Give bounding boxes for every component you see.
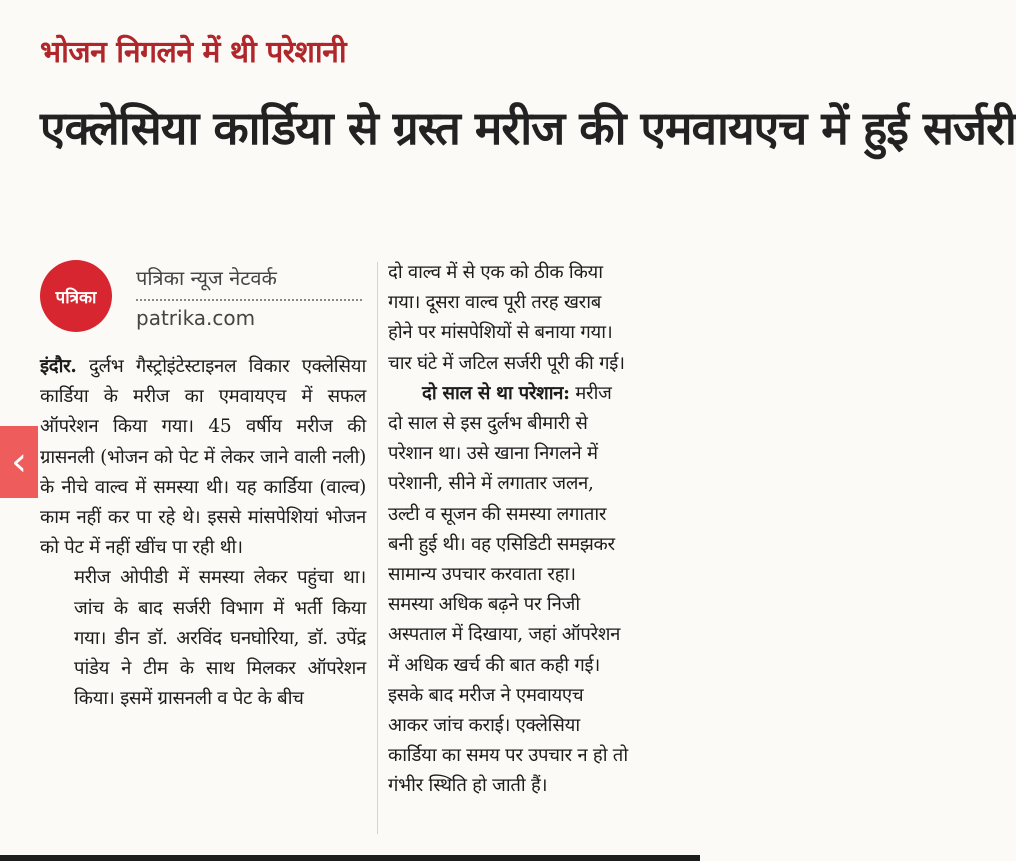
logo-text: पत्रिका: [55, 287, 97, 308]
paragraph-2: मरीज ओपीडी में समस्या लेकर पहुंचा था। जांच के बाद सर्जरी विभाग में भर्ती किया गया। डीन डॉ. अरविंद घनघोरिया, डॉ. उपेंद्र पांडेय ने टीम के साथ मिलकर ऑपरेशन किया। इसमें ग्रासनली व पेट के बीच: [74, 567, 366, 710]
text-line: चार घंटे में जटिल सर्जरी पूरी की गई।: [388, 352, 625, 374]
article-kicker: भोजन निगलने में थी परेशानी: [40, 35, 347, 70]
column-divider: [377, 262, 378, 834]
text-line: बनी हुई थी। वह एसिडिटी समझकर: [388, 533, 615, 555]
patrika-logo: [40, 260, 112, 332]
back-button[interactable]: [0, 426, 38, 498]
article-column-left: [40, 352, 366, 714]
text-line: समस्या अधिक बढ़ने पर निजी: [388, 594, 580, 616]
text-line: कार्डिया का समय पर उपचार न हो तो: [388, 745, 628, 767]
text-line: सामान्य उपचार करवाता रहा।: [388, 564, 576, 586]
text-line: दो साल से इस दुर्लभ बीमारी से: [388, 413, 588, 435]
text-line: गया। दूसरा वाल्व पूरी तरह खराब: [388, 292, 602, 314]
text-line: दो वाल्व में से एक को ठीक किया: [388, 262, 603, 283]
text-line: परेशानी, सीने में लगातार जलन,: [388, 473, 594, 495]
text-line: इसके बाद मरीज ने एमवायएच: [388, 684, 584, 706]
subheading-line: [388, 379, 700, 409]
text-line: उल्टी व सूजन की समस्या लगातार: [388, 503, 607, 525]
article-headline: एक्लेसिया कार्डिया से ग्रस्त मरीज की एमवायएच में हुई सर्जरी: [40, 101, 1016, 155]
article-column-right: [388, 258, 700, 802]
subheading: दो साल से था परेशान:: [422, 382, 570, 404]
byline-divider: [136, 299, 362, 301]
subheading-rest: मरीज: [569, 382, 612, 404]
text-line: में अधिक खर्च की बात कही गई।: [388, 654, 600, 676]
paragraph-1-text: दुर्लभ गैस्ट्रोइंटेस्टाइनल विकार एक्लेसिया कार्डिया के मरीज का एमवायएच में सफल ऑपरेशन किया गया। 45 वर्षीय मरीज की ग्रासनली (भोजन को पेट में लेकर जाने वाली नली) के नीचे वाल्व में समस्या थी। यह कार्डिया (वाल्व) काम नहीं कर पा रहे थे। इससे मांसपेशियां भोजन को पेट में नहीं खींच पा रही थी।: [40, 356, 366, 559]
byline-agency: पत्रिका न्यूज नेटवर्क: [136, 266, 277, 290]
text-line: अस्पताल में दिखाया, जहां ऑपरेशन: [388, 624, 621, 646]
text-line: होने पर मांसपेशियों से बनाया गया।: [388, 322, 613, 344]
bottom-edge-bar: [0, 855, 700, 861]
byline-site: patrika.com: [136, 306, 256, 330]
paragraph-1: [40, 352, 366, 563]
chevron-left-icon: ‹: [11, 439, 27, 485]
byline: [40, 260, 366, 330]
text-line: गंभीर स्थिति हो जाती हैं।: [388, 775, 548, 797]
text-line: आकर जांच कराई। एक्लेसिया: [388, 715, 580, 737]
dateline: इंदौर.: [40, 356, 77, 377]
text-line: परेशान था। उसे खाना निगलने में: [388, 443, 598, 465]
